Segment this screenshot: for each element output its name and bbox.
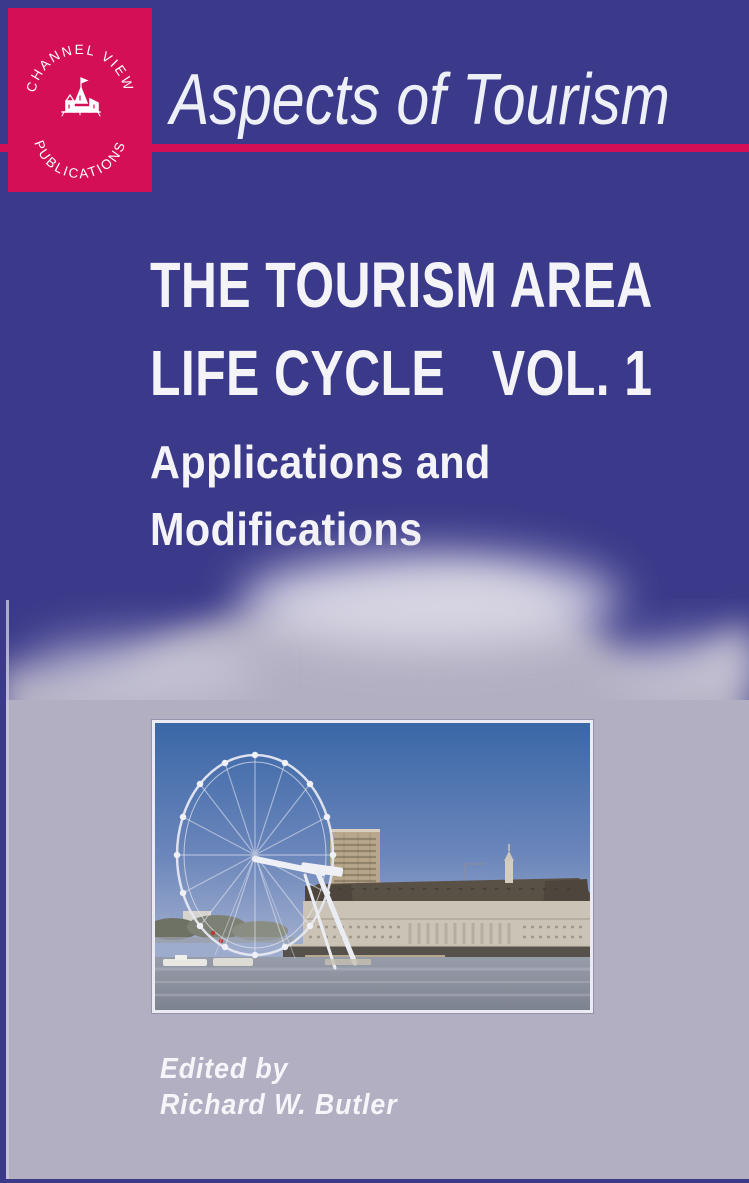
book-subtitle-line2: Modifications xyxy=(150,503,423,555)
bottom-border xyxy=(0,1179,749,1183)
book-subtitle-line1: Applications and xyxy=(150,436,491,488)
publisher-name-top: CHANNEL VIEW xyxy=(23,42,137,94)
volume-label: VOL. 1 xyxy=(491,337,653,409)
editor-name: Richard W. Butler xyxy=(160,1089,398,1121)
left-light-strip xyxy=(6,600,9,1183)
publisher-name-bottom: PUBLICATIONS xyxy=(31,138,129,182)
edited-by-label: Edited by xyxy=(160,1053,289,1085)
book-title-line1: THE TOURISM AREA xyxy=(150,249,653,321)
book-title-line2-text: LIFE CYCLE xyxy=(150,337,446,409)
series-title: Aspects of Tourism xyxy=(170,60,670,140)
cover-photo-frame xyxy=(152,720,593,1013)
cover-photo-london-eye xyxy=(155,723,590,1010)
publisher-logo-emblem xyxy=(8,8,152,192)
publisher-logo xyxy=(8,8,152,192)
book-title-line2 xyxy=(150,337,653,409)
castle-icon xyxy=(62,78,100,116)
